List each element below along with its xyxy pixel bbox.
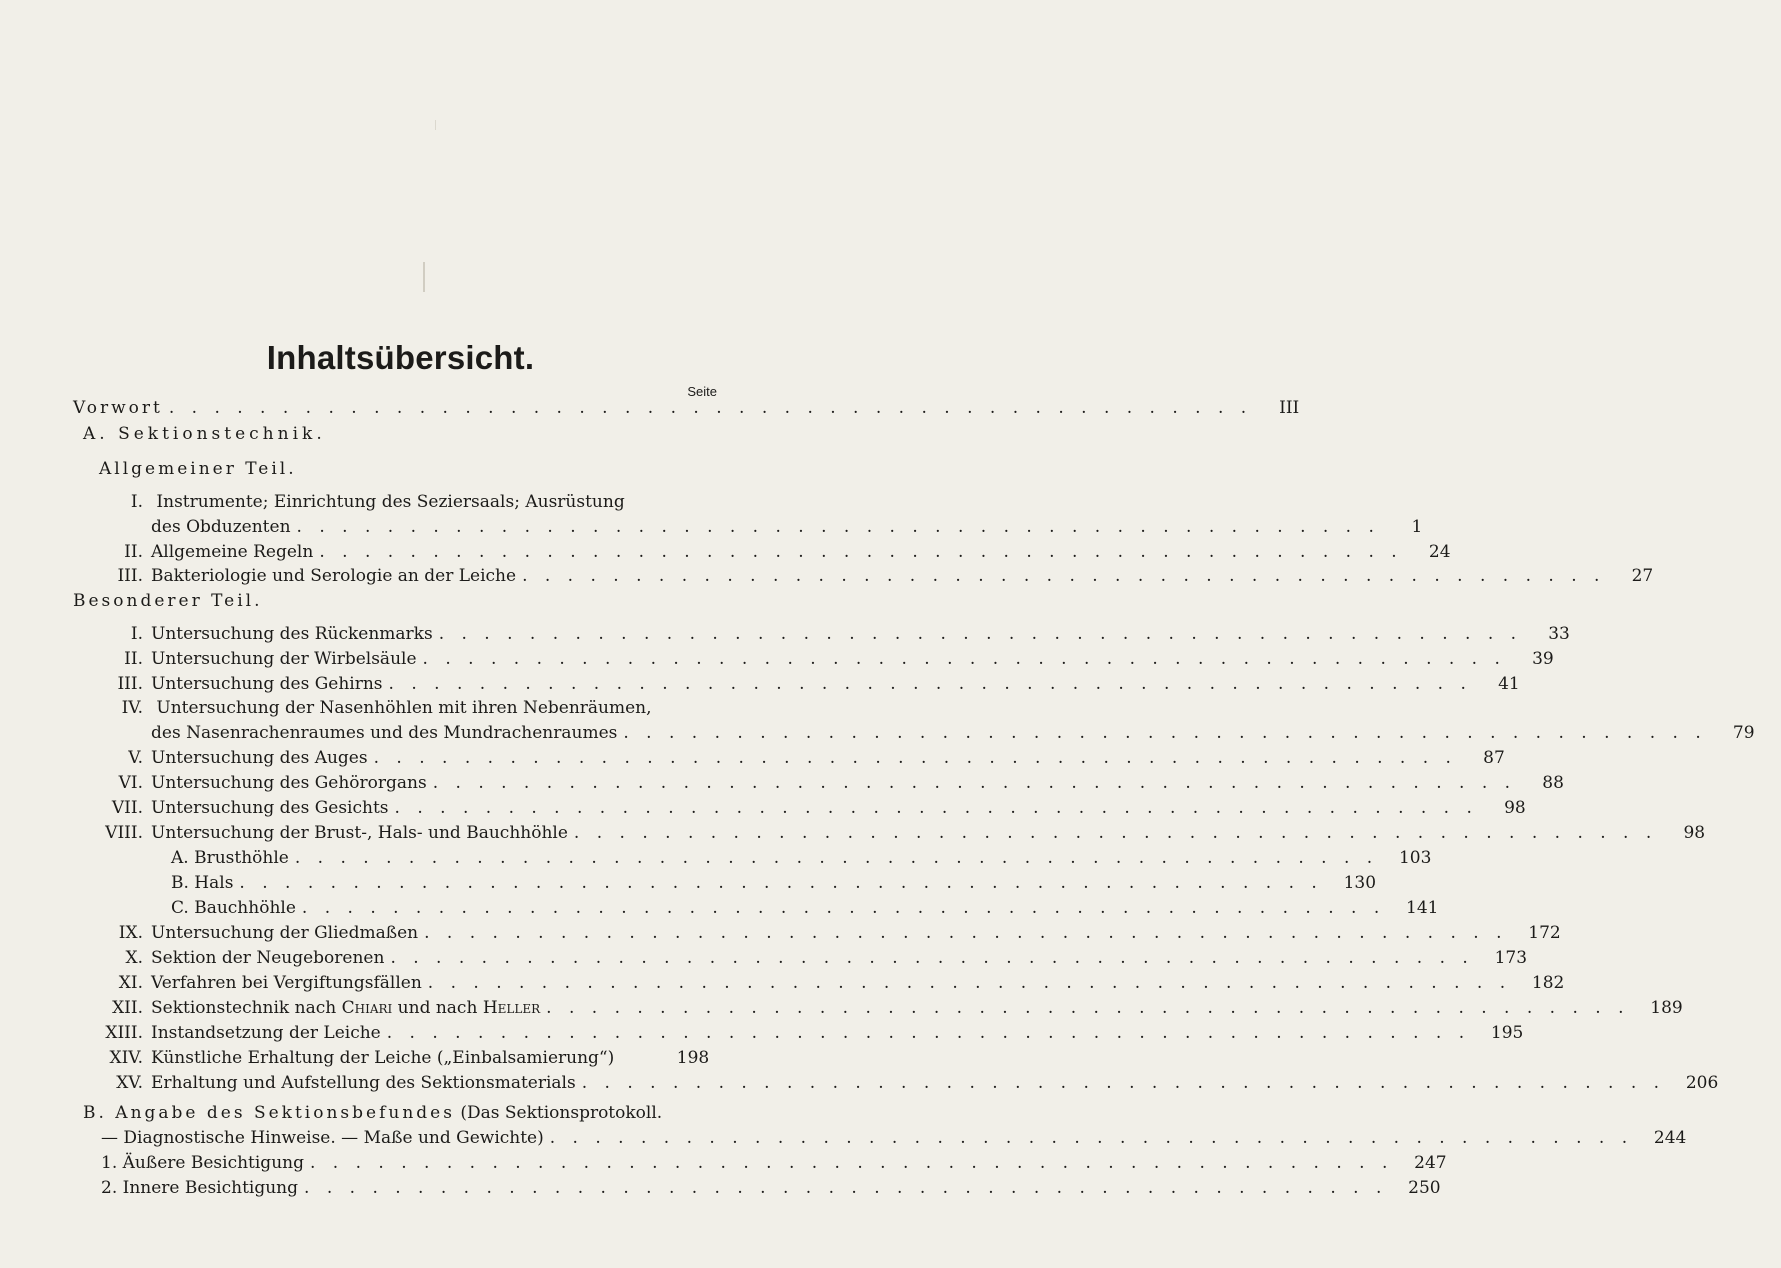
page-number: III: [1279, 398, 1300, 418]
author-name: Heller: [482, 998, 541, 1018]
entry-number: XI.: [118, 973, 143, 993]
paper-mark: [435, 120, 436, 130]
dot-leader: . . . . . . . . . . . . . . . . . . . . . . . . . . . . . . . . . . . . . . . . . . . . . . . .: [390, 948, 1474, 968]
dot-leader: . . . . . . . . . . . . . . . . . . . . . . . . . . . . . . . . . . . . . . . . . . . . . . . .: [388, 674, 1472, 694]
dot-leader: . . . . . . . . . . . . . . . . . . . . . . . . . . . . . . . . . . . . . . . . . . . . . . . .: [549, 1128, 1634, 1148]
entry-text: 1. Äußere Besichtigung: [101, 1153, 304, 1173]
dot-leader: . . . . . . . . . . . . . . . . . . . . . . . . . . . . . . . . . . . . . . . . . . . . . . . .: [546, 998, 1630, 1018]
entry-text: Instandsetzung der Leiche: [151, 1023, 381, 1043]
entry-text: — Diagnostische Hinweise. — Maße und Gewichte): [101, 1128, 544, 1148]
dot-leader: . . . . . . . . . . . . . . . . . . . . . . . . . . . . . . . . . . . . . . . . . . . . . . . .: [309, 1153, 1394, 1173]
entry-text: Untersuchung des Rückenmarks: [151, 624, 433, 644]
entry-text: Sektion der Neugeborenen: [151, 948, 385, 968]
page-number: 1: [1411, 517, 1423, 537]
toc-entry-b8b: [171, 870, 1377, 896]
entry-text: A. Brusthöhle: [171, 848, 289, 868]
paper-mark: [423, 262, 425, 292]
page-number: 79: [1732, 723, 1755, 743]
entry-text: des Obduzenten: [151, 517, 291, 537]
entry-text: C. Bauchhöhle: [171, 898, 296, 918]
page-number: 206: [1685, 1073, 1719, 1093]
toc-entry-bb2: [101, 1175, 1441, 1201]
page-number: 189: [1650, 998, 1683, 1018]
subsection-heading-allgemeiner: [99, 456, 297, 482]
toc-entry-bb: [83, 1100, 733, 1126]
page-number: 247: [1414, 1153, 1447, 1173]
entry-number: VII.: [111, 798, 143, 818]
toc-entry-b4-cont: [151, 720, 1755, 746]
toc-entry-b1: [103, 621, 1570, 647]
entry-text: Untersuchung des Gehörorgans: [151, 773, 427, 793]
entry-text: Instrumente; Einrichtung des Seziersaals; Ausrüstung: [156, 492, 625, 512]
toc-entry-b2: [103, 646, 1554, 672]
page-number: 172: [1528, 923, 1561, 943]
dot-leader: . . . . . . . . . . . . . . . . . . . . . . . . . . . . . . . . . . . . . . . . . . . . . . . .: [573, 823, 1658, 843]
entry-text-part: Sektionstechnik nach: [151, 998, 342, 1018]
toc-entry-b6: [103, 770, 1564, 796]
toc-entry-b8a: [171, 845, 1432, 871]
entry-text: Untersuchung des Gehirns: [151, 674, 383, 694]
entry-number: XIV.: [109, 1048, 143, 1068]
page-title: Inhaltsübersicht.: [266, 339, 535, 376]
dot-leader: . . . . . . . . . . . . . . . . . . . . . . . . . . . . . . . . . . . . . . . . . . . . . . . .: [427, 973, 1512, 993]
page-number: 87: [1483, 748, 1505, 768]
entry-text: Verfahren bei Vergiftungsfällen: [151, 973, 422, 993]
toc-entry-b15: [103, 1070, 1719, 1096]
page-number: 88: [1542, 773, 1564, 793]
dot-leader: . . . . . . . . . . . . . . . . . . . . . . . . . . . . . . . . . . . . . . . . . . . . . . . .: [522, 566, 1606, 586]
toc-entry-b8: [103, 820, 1706, 846]
entry-text: Erhaltung und Aufstellung des Sektionsmaterials: [151, 1073, 576, 1093]
page-number: 198: [676, 1048, 710, 1068]
toc-entry-b3: [103, 671, 1520, 697]
entry-number: XIII.: [105, 1023, 143, 1043]
entry-text-part: und nach: [392, 998, 483, 1018]
toc-entry-bb-cont: [101, 1125, 1687, 1151]
page-number: 33: [1548, 624, 1570, 644]
page-number: 24: [1428, 542, 1451, 562]
entry-number: IV.: [121, 698, 143, 718]
toc-entry-bb1: [101, 1150, 1447, 1176]
dot-leader: . . . . . . . . . . . . . . . . . . . . . . . . . . . . . . . . . . . . . . . . . . . . . . . .: [394, 798, 1478, 818]
page-number: 98: [1683, 823, 1706, 843]
toc-entry-a3: [103, 563, 1654, 589]
toc-entry-b10: [103, 945, 1528, 971]
dot-leader: . . . . . . . . . . . . . . . . . . . . . . . . . . . . . . . . . . . . . . . . . . . . . . . .: [424, 923, 1508, 943]
toc-entry-b13: [103, 1020, 1524, 1046]
entry-text: Bakteriologie und Serologie an der Leiche: [151, 566, 517, 586]
toc-entry-b7: [103, 795, 1526, 821]
dot-leader: . . . . . . . . . . . . . . . . . . . . . . . . . . . . . . . . . . . . . . . . . . . . . . . .: [304, 1178, 1388, 1198]
toc-entry-b4: [103, 695, 703, 721]
page-number: 244: [1653, 1128, 1687, 1148]
author-name: Chiari: [341, 998, 393, 1018]
subsection-heading-besonderer: [73, 588, 262, 614]
page-number: 195: [1490, 1023, 1524, 1043]
entry-text: Untersuchung des Gesichts: [151, 798, 389, 818]
entry-number: VI.: [118, 773, 143, 793]
page-number: 39: [1532, 649, 1554, 669]
toc-entry-b8c: [171, 895, 1439, 921]
dot-leader: . . . . . . . . . . . . . . . . . . . . . . . . . . . . . . . . . . . . . . . . . . . . . . . .: [319, 542, 1403, 562]
toc-entry-b12: [103, 995, 1683, 1021]
entry-text: Untersuchung der Wirbelsäule: [151, 649, 417, 669]
entry-text: Vorwort: [73, 398, 163, 418]
toc-entry-b14: [103, 1045, 730, 1071]
page-number: 173: [1494, 948, 1528, 968]
dot-leader: . . . . . . . . . . . . . . . . . . . . . . . . . . . . . . . . . . . . . . . . . . . . . . . .: [296, 517, 1380, 537]
dot-leader: [614, 1045, 656, 1071]
entry-text: Untersuchung der Gliedmaßen: [151, 923, 419, 943]
dot-leader: . . . . . . . . . . . . . . . . . . . . . . . . . . . . . . . . . . . . . . . . . . . . . . . .: [301, 898, 1386, 918]
page-number: 41: [1498, 674, 1520, 694]
entry-text: Untersuchung der Brust-, Hals- und Bauchhöhle: [151, 823, 568, 843]
entry-text: A. Sektionstechnik.: [83, 424, 326, 444]
page-number: 130: [1343, 873, 1377, 893]
dot-leader: . . . . . . . . . . . . . . . . . . . . . . . . . . . . . . . . . . . . . . . . . . . . . . . .: [373, 748, 1457, 768]
page-number: 103: [1398, 848, 1432, 868]
dot-leader: . . . . . . . . . . . . . . . . . . . . . . . . . . . . . . . . . . . . . . . . . . . . . . . .: [438, 624, 1523, 644]
toc-entry-b5: [103, 745, 1505, 771]
entry-text: [143, 995, 540, 1021]
dot-leader: . . . . . . . . . . . . . . . . . . . . . . . . . . . . . . . . . . . . . . . . . . . . . . . .: [168, 398, 1253, 418]
page-number: 27: [1631, 566, 1654, 586]
entry-number: III.: [117, 566, 143, 586]
entry-number: III.: [117, 674, 143, 694]
page-number: 98: [1504, 798, 1526, 818]
dot-leader: . . . . . . . . . . . . . . . . . . . . . . . . . . . . . . . . . . . . . . . . . . . . . . . .: [239, 873, 1323, 893]
toc-entry-a1: [103, 489, 663, 515]
section-heading-b: B. Angabe des Sektionsbefundes: [83, 1103, 455, 1123]
dot-leader: . . . . . . . . . . . . . . . . . . . . . . . . . . . . . . . . . . . . . . . . . . . . . . . .: [581, 1073, 1666, 1093]
entry-number: V.: [128, 748, 143, 768]
entry-text: Allgemeiner Teil.: [99, 459, 297, 479]
entry-number: IX.: [118, 923, 143, 943]
dot-leader: . . . . . . . . . . . . . . . . . . . . . . . . . . . . . . . . . . . . . . . . . . . . . . . .: [422, 649, 1506, 669]
toc-entry-b11: [103, 970, 1565, 996]
toc-entry-a1-cont: [151, 514, 1423, 540]
entry-number: XII.: [112, 998, 143, 1018]
entry-text: Allgemeine Regeln: [151, 542, 314, 562]
entry-number: I.: [130, 492, 143, 512]
toc-entry-b9: [103, 920, 1561, 946]
toc-entry-vorwort: [73, 395, 1300, 421]
entry-number: I.: [130, 624, 143, 644]
entry-number: X.: [125, 948, 143, 968]
section-heading-a: [83, 421, 326, 447]
entry-text: 2. Innere Besichtigung: [101, 1178, 299, 1198]
dot-leader: . . . . . . . . . . . . . . . . . . . . . . . . . . . . . . . . . . . . . . . . . . . . . . . .: [294, 848, 1379, 868]
entry-text: des Nasenrachenraumes und des Mundrachenraumes: [151, 723, 618, 743]
entry-text: (Das Sektionsprotokoll.: [454, 1103, 663, 1123]
entry-text: Untersuchung der Nasenhöhlen mit ihren Nebenräumen,: [156, 698, 652, 718]
toc-entry-a2: [103, 539, 1451, 565]
entry-number: II.: [124, 542, 143, 562]
page-number: 141: [1406, 898, 1439, 918]
dot-leader: . . . . . . . . . . . . . . . . . . . . . . . . . . . . . . . . . . . . . . . . . . . . . . . .: [432, 773, 1517, 793]
dot-leader: . . . . . . . . . . . . . . . . . . . . . . . . . . . . . . . . . . . . . . . . . . . . . . . .: [386, 1023, 1471, 1043]
entry-text: Künstliche Erhaltung der Leiche („Einbalsamierung“): [151, 1048, 615, 1068]
entry-text: Untersuchung des Auges: [151, 748, 368, 768]
entry-number: VIII.: [105, 823, 143, 843]
page-column-header: Seite: [687, 384, 717, 399]
entry-number: II.: [124, 649, 143, 669]
page-number: 182: [1531, 973, 1565, 993]
dot-leader: . . . . . . . . . . . . . . . . . . . . . . . . . . . . . . . . . . . . . . . . . . . . . . . .: [623, 723, 1707, 743]
entry-number: XV.: [116, 1073, 143, 1093]
entry-text: B. Hals: [171, 873, 234, 893]
entry-text: Besonderer Teil.: [73, 591, 263, 611]
page-number: 250: [1408, 1178, 1441, 1198]
